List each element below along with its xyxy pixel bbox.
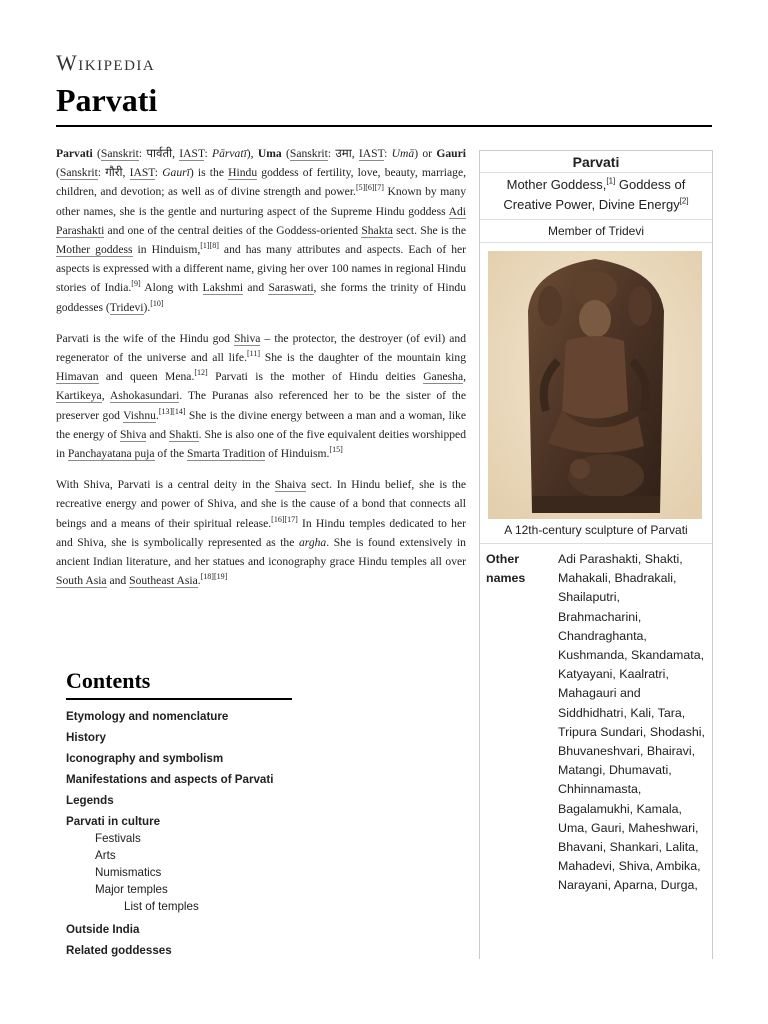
link-ganesha[interactable]: Ganesha: [423, 370, 464, 384]
text: Known by many other names, she is the gentle and nurturing aspect of the Supreme Hindu goddess: [56, 185, 466, 218]
link-iast[interactable]: IAST: [358, 147, 385, 160]
citation[interactable]: [2]: [679, 196, 689, 206]
text: :: [204, 147, 213, 160]
link-hindu[interactable]: Hindu: [228, 166, 258, 180]
link-saraswati[interactable]: Saraswati: [268, 281, 314, 295]
infobox-label: Other names: [486, 552, 526, 586]
text: (: [281, 147, 290, 160]
link-himavan[interactable]: Himavan: [56, 370, 99, 384]
citation[interactable]: [13][14]: [158, 406, 186, 416]
link-smarta-tradition[interactable]: Smarta Tradition: [187, 447, 266, 461]
text: ) is the: [189, 166, 229, 180]
citation[interactable]: [1][8]: [200, 241, 219, 251]
link-iast[interactable]: IAST: [179, 147, 205, 160]
link-sanskrit[interactable]: Sanskrit: [59, 166, 98, 180]
text: of Hinduism.: [265, 447, 330, 461]
citation[interactable]: [12]: [194, 368, 208, 378]
text: goddess of fertility, love, beauty, marriage, children, and devotion; as well as of divine strength and power.: [56, 166, 466, 199]
citation[interactable]: [16][17]: [271, 514, 298, 524]
intro-paragraph-3: [56, 475, 466, 590]
toc-item[interactable]: Related goddesses: [66, 944, 172, 957]
link-south-asia[interactable]: South Asia: [56, 574, 107, 588]
toc-subitem[interactable]: Arts: [95, 849, 116, 862]
text: Along with: [140, 281, 203, 295]
italic-term: Gaurī: [162, 166, 190, 180]
text: . The Puranas also referenced her to be the sister of the preserver god: [56, 389, 466, 422]
infobox-subtitle-text: Goddess of Creative Power, Divine Energy: [503, 177, 686, 212]
citation[interactable]: [10]: [150, 298, 164, 308]
italic-term: argha: [298, 535, 327, 549]
text: ,: [101, 389, 110, 403]
text: (: [92, 147, 101, 160]
title-divider: [56, 125, 712, 127]
link-panchayatana-puja[interactable]: Panchayatana puja: [67, 447, 155, 461]
link-shakta[interactable]: Shakta: [361, 223, 393, 237]
text: ) or: [414, 147, 437, 160]
toc-item[interactable]: Etymology and nomenclature: [66, 710, 229, 723]
text: With Shiva, Parvati is a central deity in the: [56, 478, 275, 492]
text: and has many attributes and aspects. Each of her aspects is expressed with a different name, giving her over 100 names in regional Hindu stories of India.: [56, 243, 467, 295]
italic-term: Umā: [391, 147, 415, 160]
wikipedia-wordmark[interactable]: Wikipedia: [56, 50, 156, 75]
text: . She is also one of the five equivalent deities worshipped in: [56, 427, 466, 461]
link-sanskrit[interactable]: Sanskrit: [100, 147, 139, 160]
link-southeast-asia[interactable]: Southeast Asia: [129, 574, 198, 588]
link-tridevi[interactable]: Tridevi: [109, 300, 144, 314]
sculpture-image[interactable]: [488, 251, 702, 519]
infobox-subtitle: [480, 173, 712, 220]
toc-subitem[interactable]: Festivals: [95, 832, 141, 845]
toc-subitem[interactable]: Numismatics: [95, 866, 162, 879]
text: of the: [154, 447, 188, 461]
bold-term: Uma: [257, 147, 282, 160]
citation[interactable]: [11]: [246, 349, 261, 359]
text: She is the divine energy between a man and a woman, like the energy of: [56, 408, 466, 441]
link-shakti[interactable]: Shakti: [169, 427, 199, 441]
infobox-row-other-names: [480, 544, 712, 896]
link-kartikeya[interactable]: Kartikeya: [56, 389, 102, 403]
infobox: [479, 150, 713, 959]
page-title: Parvati: [56, 82, 158, 118]
link-mother-goddess[interactable]: Mother goddess: [56, 243, 133, 257]
toc-item[interactable]: Outside India: [66, 923, 140, 936]
text: and queen Mena.: [98, 370, 195, 384]
text: : पार्वती,: [138, 147, 180, 160]
infobox-member-of: Member of Tridevi: [480, 220, 712, 243]
toc-item[interactable]: Manifestations and aspects of Parvati: [66, 773, 274, 786]
toc-subitem[interactable]: Major temples: [95, 883, 168, 896]
citation[interactable]: [9]: [131, 279, 141, 289]
link-shaiva[interactable]: Shaiva: [274, 478, 307, 492]
text: :: [384, 147, 392, 160]
link-iast[interactable]: IAST: [129, 166, 155, 180]
text: .: [197, 574, 201, 588]
citation[interactable]: [15]: [329, 445, 343, 455]
text: sect. In Hindu belief, she is the recreative energy and power of Shiva, and she is the cause of a bond that connects all beings and a means of their spiritual release.: [56, 478, 467, 530]
link-ashokasundari[interactable]: Ashokasundari: [109, 389, 180, 403]
link-vishnu[interactable]: Vishnu: [123, 408, 156, 422]
text: and: [146, 427, 170, 441]
italic-term: Pārvatī: [212, 147, 247, 160]
text: and: [243, 281, 269, 295]
text: and: [106, 574, 130, 588]
citation[interactable]: [5][6][7]: [355, 183, 384, 193]
text: ,: [463, 370, 467, 384]
text: : गौरी,: [97, 166, 130, 180]
toc-title: Contents: [66, 668, 292, 700]
toc-item[interactable]: History: [66, 731, 106, 744]
text: and one of the central deities of the Goddess-oriented: [104, 223, 362, 237]
link-sanskrit[interactable]: Sanskrit: [289, 147, 328, 160]
text: Parvati is the mother of Hindu deities: [207, 370, 424, 384]
citation[interactable]: [18][19]: [200, 572, 228, 582]
infobox-value: Adi Parashakti, Shakti, Mahakali, Bhadrakali, Shailaputri, Brahmacharini, Chandraghanta, Kushmanda, Skandamata, Katyayani, Kaalratri, Mahagauri and Siddhidhatri, Kali, Tara, Tripura Sundari, Shodashi, Bhuvaneshvari, Bhairavi, Matangi, Dhumavati, Chhinnamasta, Bagalamukhi, Kamala, Uma, Gauri, Maheshwari, Bhavani, Shankari, Lalita, Mahadevi, Shiva, Ambika, Narayani, Aparna, Durga,: [558, 552, 705, 893]
infobox-subtitle-text: Mother Goddess,: [506, 177, 607, 192]
text: , she forms the trinity of Hindu goddesses (: [56, 281, 466, 314]
text: sect. She is the: [392, 223, 467, 237]
intro-paragraph-2: [56, 329, 466, 463]
link-lakshmi[interactable]: Lakshmi: [202, 281, 244, 295]
infobox-image-caption: A 12th-century sculpture of Parvati: [480, 519, 712, 544]
text: . She is found extensively in ancient Indian literature, and her statues and iconography grace Hindu temples all over: [56, 535, 466, 569]
text: (: [56, 166, 60, 180]
toc-item[interactable]: Parvati in culture: [66, 815, 161, 828]
text: In Hindu temples dedicated to her and Shiva, she is symbolically represented as the: [56, 516, 466, 549]
bold-term: Parvati: [56, 147, 93, 160]
link-shiva[interactable]: Shiva: [119, 427, 147, 441]
text: in Hinduism,: [132, 243, 201, 257]
text: ),: [246, 147, 258, 160]
toc-subsubitem[interactable]: List of temples: [124, 900, 199, 913]
text: – the protector, the destroyer (of evil) and regenerator of the universe and all life.: [56, 331, 466, 365]
intro-paragraph-1: [56, 144, 466, 317]
text: :: [154, 166, 163, 180]
text: ).: [143, 300, 151, 314]
text: Parvati is the wife of the Hindu god: [56, 331, 235, 345]
article-body: [56, 144, 466, 602]
infobox-image[interactable]: [480, 243, 712, 519]
toc-item[interactable]: Legends: [66, 794, 114, 807]
link-adi-parashakti[interactable]: Adi Parashakti: [56, 204, 466, 237]
citation[interactable]: [1]: [606, 176, 616, 186]
toc-item[interactable]: Iconography and symbolism: [66, 752, 224, 765]
infobox-title: Parvati: [480, 151, 712, 173]
text: : उमा,: [327, 147, 359, 160]
bold-term: Gauri: [436, 147, 466, 160]
text: She is the daughter of the mountain king: [260, 351, 466, 365]
link-shiva[interactable]: Shiva: [234, 331, 261, 345]
text: .: [155, 408, 159, 422]
table-of-contents: [66, 668, 396, 965]
